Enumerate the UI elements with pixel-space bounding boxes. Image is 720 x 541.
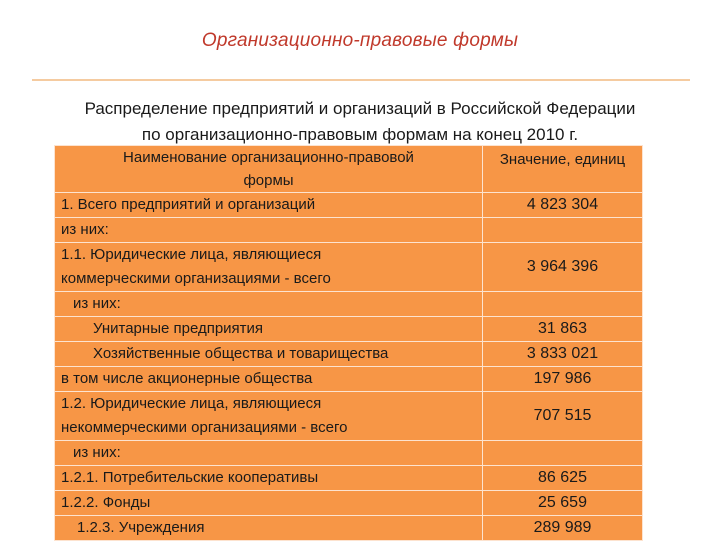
row-value: 86 625 [483, 466, 643, 491]
row-label: из них: [55, 441, 483, 466]
row-label [55, 243, 483, 292]
table-row [55, 392, 643, 441]
row-value: 707 515 [483, 392, 643, 441]
row-label: Унитарные предприятия [55, 317, 483, 342]
slide-title: Организационно-правовые формы [201, 30, 519, 51]
table-row [55, 218, 643, 243]
row-label-line-1: 1.2. Юридические лица, являющиеся [61, 395, 322, 412]
row-value: 4 823 304 [483, 193, 643, 218]
row-label [55, 392, 483, 441]
row-value: 31 863 [483, 317, 643, 342]
table-row [55, 367, 643, 392]
table-row [55, 441, 643, 466]
table-row [55, 516, 643, 541]
row-label-line-1: 1.1. Юридические лица, являющиеся [61, 246, 322, 263]
row-label-line-2: коммерческими организациями - всего [61, 270, 331, 287]
caption-line-2: по организационно-правовым формам на конец 2010 г. [141, 125, 579, 144]
row-value [483, 218, 643, 243]
table-row [55, 243, 643, 292]
row-label: 1.2.2. Фонды [55, 491, 483, 516]
row-label: 1.2.1. Потребительские кооперативы [55, 466, 483, 491]
row-label: из них: [55, 218, 483, 243]
row-label: из них: [55, 292, 483, 317]
row-label: 1.2.3. Учреждения [55, 516, 483, 541]
table-header-row [55, 146, 643, 193]
row-value [483, 292, 643, 317]
row-value: 3 964 396 [483, 243, 643, 292]
row-value: 289 989 [483, 516, 643, 541]
org-forms-table [54, 145, 643, 541]
header-name-line-2: формы [243, 172, 294, 189]
table-row [55, 193, 643, 218]
table-row [55, 466, 643, 491]
row-value: 197 986 [483, 367, 643, 392]
header-value: Значение, единиц [483, 146, 643, 193]
table-caption [0, 96, 720, 148]
row-value: 3 833 021 [483, 342, 643, 367]
title-divider [32, 79, 690, 81]
table-row [55, 342, 643, 367]
row-label: 1. Всего предприятий и организаций [55, 193, 483, 218]
caption-line-1: Распределение предприятий и организаций в Российской Федерации [84, 99, 636, 118]
header-name-line-1: Наименование организационно-правовой [123, 149, 414, 166]
row-label: в том числе акционерные общества [55, 367, 483, 392]
table-row [55, 292, 643, 317]
table-row [55, 317, 643, 342]
row-value: 25 659 [483, 491, 643, 516]
header-name [55, 146, 483, 193]
table-row [55, 491, 643, 516]
row-label-line-2: некоммерческими организациями - всего [61, 419, 348, 436]
row-label: Хозяйственные общества и товарищества [55, 342, 483, 367]
row-value [483, 441, 643, 466]
